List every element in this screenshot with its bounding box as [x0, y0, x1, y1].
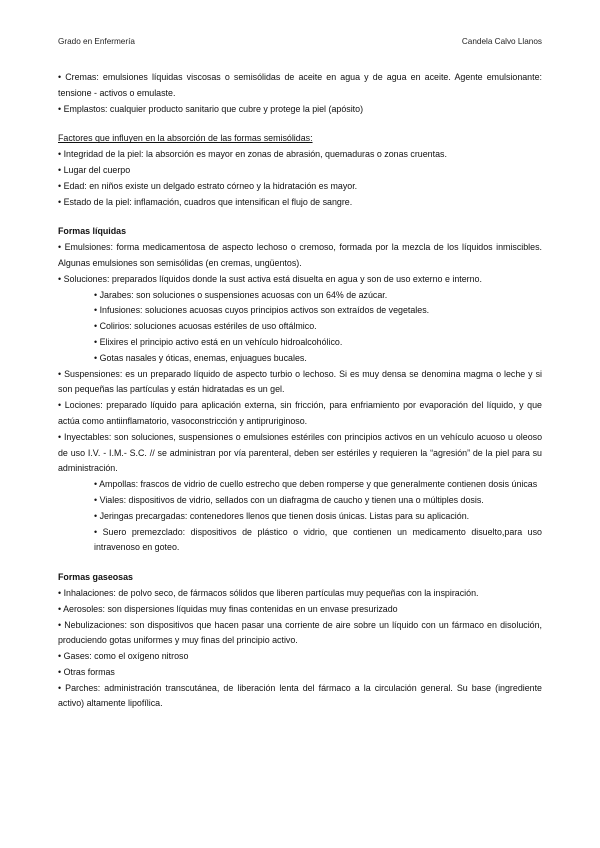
paragraph-soluciones: • Soluciones: preparados líquidos donde la sust activa está disuelta en agua y son de uso externo e interno.: [58, 273, 482, 284]
gas-item: • Gases: como el oxígeno nitroso: [58, 651, 189, 662]
gas-item: • Inhalaciones: de polvo seco, de fármacos sólidos que liberen partículas muy pequeñas con la inspiración.: [58, 587, 479, 598]
section-heading-gas: Formas gaseosas: [58, 572, 133, 583]
soluciones-sub-item: • Colirios: soluciones acuosas estériles de uso oftálmico.: [94, 321, 317, 332]
header-course: Grado en Enfermería: [58, 37, 135, 46]
page-header: [58, 37, 542, 51]
paragraph-inyectables: • Inyectables: son soluciones, suspensiones o emulsiones estériles con principios activos en un vehículo acuoso u oleoso de uso I.V. - I.M.- S.C. // se administran por vía parenteral, deben ser estériles y requieren la “agresión” de la piel para su administración.: [58, 431, 542, 474]
inyectables-sub-item: • Viales: dispositivos de vidrio, sellados con un diafragma de caucho y tienen una o múltiples dosis.: [94, 494, 484, 505]
soluciones-sub-item: • Gotas nasales y óticas, enemas, enjuagues bucales.: [94, 352, 307, 363]
gas-item: • Otras formas: [58, 666, 115, 677]
paragraph-emulsiones: • Emulsiones: forma medicamentosa de aspecto lechoso o cremoso, formada por la mezcla de los líquidos inmiscibles. Algunas emulsiones son semisólidas (en cremas, ungüentos).: [58, 242, 542, 268]
gas-item: • Aerosoles: son dispersiones líquidas muy finas contenidas en un envase presurizado: [58, 603, 398, 614]
paragraph-cremas: • Cremas: emulsiones líquidas viscosas o semisólidas de aceite en agua y de agua en aceite. Agente emulsionante: tensione - activos o emulaste.: [58, 72, 542, 98]
header-author: Candela Calvo Llanos: [461, 37, 542, 46]
factor-item: • Edad: en niños existe un delgado estrato córneo y la hidratación es mayor.: [58, 180, 358, 191]
factor-item: • Estado de la piel: inflamación, cuadros que intensifican el flujo de sangre.: [58, 196, 353, 207]
paragraph-lociones: • Lociones: preparado líquido para aplicación externa, sin fricción, para enfriamiento por evaporación del líquido, y que actúa como antiinflamatorio, vasoconstricción y antipruriginoso.: [58, 400, 542, 426]
gas-item: • Parches: administración transcutánea, de liberación lenta del fármaco a la circulación general. Su base (ingrediente activo) altamente lipofílica.: [58, 682, 542, 709]
soluciones-sub-item: • Elixires el principio activo está en un vehículo hidroalcohólico.: [94, 336, 343, 347]
factor-item: • Lugar del cuerpo: [58, 164, 131, 175]
paragraph-emplastos: • Emplastos: cualquier producto sanitario que cubre y protege la piel (apósito): [58, 103, 364, 114]
soluciones-sub-item: • Jarabes: son soluciones o suspensiones acuosas con un 64% de azúcar.: [94, 289, 388, 300]
section-heading-factors: Factores que influyen en la absorción de las formas semisólidas:: [58, 133, 313, 144]
gas-item: • Nebulizaciones: son dispositivos que hacen pasar una corriente de aire sobre un líquido con un fármaco en disolución, produciendo gotas uniformes y muy finas del principio activo.: [58, 619, 542, 646]
inyectables-sub-item: • Suero premezclado: dispositivos de plástico o vidrio, que contienen un medicamento disuelto,para uso intravenoso en goteo.: [94, 526, 542, 553]
inyectables-sub-item: • Jeringas precargadas: contenedores llenos que tienen dosis únicas. Listas para su aplicación.: [94, 510, 470, 521]
document-body: [58, 70, 542, 712]
inyectables-sub-item: • Ampollas: frascos de vidrio de cuello estrecho que deben romperse y que generalmente contienen dosis únicas: [94, 479, 538, 490]
soluciones-sub-item: • Infusiones: soluciones acuosas cuyos principios activos son extraídos de vegetales.: [94, 305, 430, 316]
section-heading-liquid: Formas líquidas: [58, 226, 127, 237]
factor-item: • Integridad de la piel: la absorción es mayor en zonas de abrasión, quemaduras o zonas cruentas.: [58, 149, 447, 160]
paragraph-suspensiones: • Suspensiones: es un preparado líquido de aspecto turbio o lechoso. Si es muy densa se denomina magma o leche y si son pequeñas las partículas y están hidratadas es un gel.: [58, 368, 542, 395]
